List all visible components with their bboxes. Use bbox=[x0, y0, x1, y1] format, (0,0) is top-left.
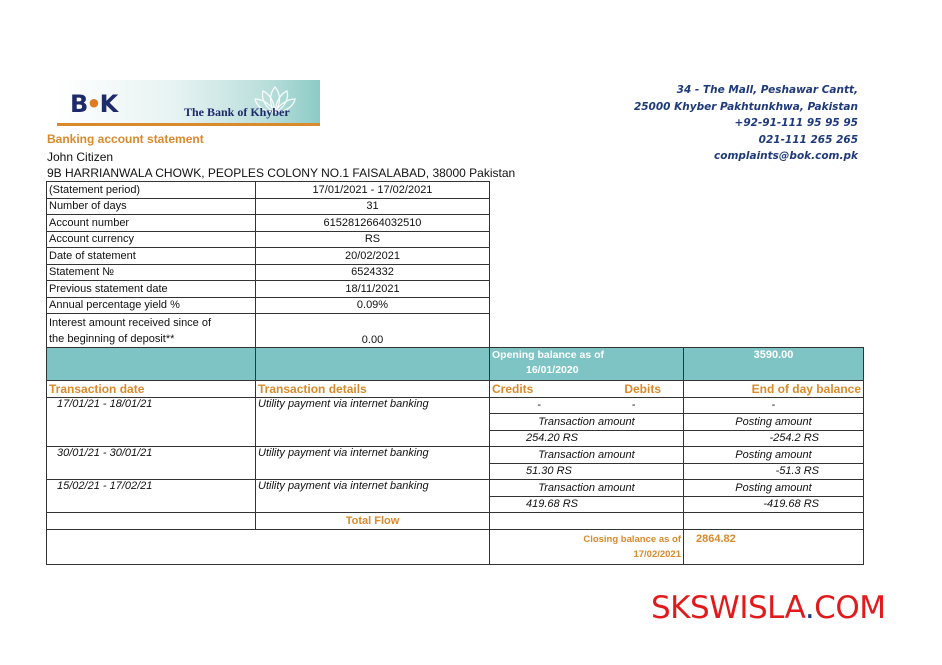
statement-title: Banking account statement bbox=[47, 132, 204, 146]
transaction-amount: 254.20 RS bbox=[490, 430, 684, 447]
customer-address: 9B HARRIANWALA CHOWK, PEOPLES COLONY NO.1 FAISALABAD, 38000 Pakistan bbox=[47, 166, 516, 180]
bok-logo-mark: B•K bbox=[70, 90, 117, 118]
address-line: 34 - The Mall, Peshawar Cantt, bbox=[676, 84, 858, 96]
info-row bbox=[47, 215, 490, 232]
transaction-amount: 419.68 RS bbox=[490, 496, 684, 513]
total-flow-label: Total Flow bbox=[256, 513, 490, 530]
transaction-date: 17/01/21 - 18/01/21 bbox=[47, 397, 256, 447]
email-line: complaints@bok.com.pk bbox=[714, 150, 858, 162]
posting-label: Posting amount bbox=[684, 414, 864, 431]
info-label: Annual percentage yield % bbox=[47, 297, 256, 314]
info-label: (Statement period) bbox=[47, 182, 256, 199]
amount-label: Transaction amount bbox=[490, 480, 684, 497]
posting-amount: -51.3 RS bbox=[684, 463, 864, 480]
transactions-table bbox=[46, 347, 864, 565]
info-label: Previous statement date bbox=[47, 281, 256, 298]
info-label: Interest amount received since of the beginning of deposit** bbox=[47, 314, 256, 348]
opening-balance-value: 3590.00 bbox=[684, 348, 864, 381]
header-balance: End of day balance bbox=[684, 381, 864, 398]
info-row bbox=[47, 248, 490, 265]
info-label: Statement № bbox=[47, 264, 256, 281]
info-value: 0.00 bbox=[256, 314, 490, 348]
info-label: Account currency bbox=[47, 231, 256, 248]
credits-debits-dash: - - bbox=[490, 397, 684, 414]
opening-balance-label: Opening balance as of 16/01/2020 bbox=[490, 348, 684, 381]
info-value: 0.09% bbox=[256, 297, 490, 314]
info-row bbox=[47, 297, 490, 314]
closing-balance-value: 2864.82 bbox=[684, 529, 864, 564]
bank-logo bbox=[57, 80, 320, 126]
transaction-details: Utility payment via internet banking bbox=[256, 480, 490, 513]
info-value: 17/01/2021 - 17/02/2021 bbox=[256, 182, 490, 199]
address-line: 25000 Khyber Pakhtunkhwa, Pakistan bbox=[633, 100, 858, 113]
info-row-interest bbox=[47, 314, 490, 348]
info-label: Account number bbox=[47, 215, 256, 232]
customer-name: John Citizen bbox=[47, 150, 114, 164]
info-row bbox=[47, 182, 490, 199]
transaction-details: Utility payment via internet banking bbox=[256, 447, 490, 480]
info-value: 31 bbox=[256, 198, 490, 215]
header-date: Transaction date bbox=[47, 381, 256, 398]
amount-label: Transaction amount bbox=[490, 447, 684, 464]
watermark: SKSWISLA.COM bbox=[651, 590, 886, 626]
opening-balance-row bbox=[47, 348, 864, 381]
info-label: Date of statement bbox=[47, 248, 256, 265]
posting-label: Posting amount bbox=[684, 480, 864, 497]
phone-line: +92-91-111 95 95 95 bbox=[734, 117, 858, 129]
info-row bbox=[47, 231, 490, 248]
closing-balance-row bbox=[47, 529, 864, 564]
balance-dash: - bbox=[684, 397, 864, 414]
total-flow-row bbox=[47, 513, 864, 530]
closing-balance-label: Closing balance as of 17/02/2021 bbox=[490, 529, 684, 564]
bank-name: The Bank of Khyber bbox=[184, 105, 290, 119]
phone-line: 021-111 265 265 bbox=[758, 133, 858, 146]
transaction-details: Utility payment via internet banking bbox=[256, 397, 490, 447]
bank-address bbox=[634, 82, 858, 165]
header-credits-debits: Credits Debits bbox=[490, 381, 684, 398]
info-value: 18/11/2021 bbox=[256, 281, 490, 298]
info-value: RS bbox=[256, 231, 490, 248]
info-row bbox=[47, 281, 490, 298]
posting-amount: -254.2 RS bbox=[684, 430, 864, 447]
transaction-amount: 51.30 RS bbox=[490, 463, 684, 480]
table-row bbox=[47, 447, 864, 464]
info-value: 20/02/2021 bbox=[256, 248, 490, 265]
info-value: 6152812664032510 bbox=[256, 215, 490, 232]
info-row bbox=[47, 264, 490, 281]
info-label: Number of days bbox=[47, 198, 256, 215]
amount-label: Transaction amount bbox=[490, 414, 684, 431]
account-info-table bbox=[46, 181, 490, 348]
posting-amount: -419.68 RS bbox=[684, 496, 864, 513]
transaction-date: 30/01/21 - 30/01/21 bbox=[47, 447, 256, 480]
table-row bbox=[47, 397, 864, 414]
info-row bbox=[47, 198, 490, 215]
transaction-date: 15/02/21 - 17/02/21 bbox=[47, 480, 256, 513]
header-details: Transaction details bbox=[256, 381, 490, 398]
posting-label: Posting amount bbox=[684, 447, 864, 464]
info-value: 6524332 bbox=[256, 264, 490, 281]
table-row bbox=[47, 480, 864, 497]
transactions-header-row bbox=[47, 381, 864, 398]
